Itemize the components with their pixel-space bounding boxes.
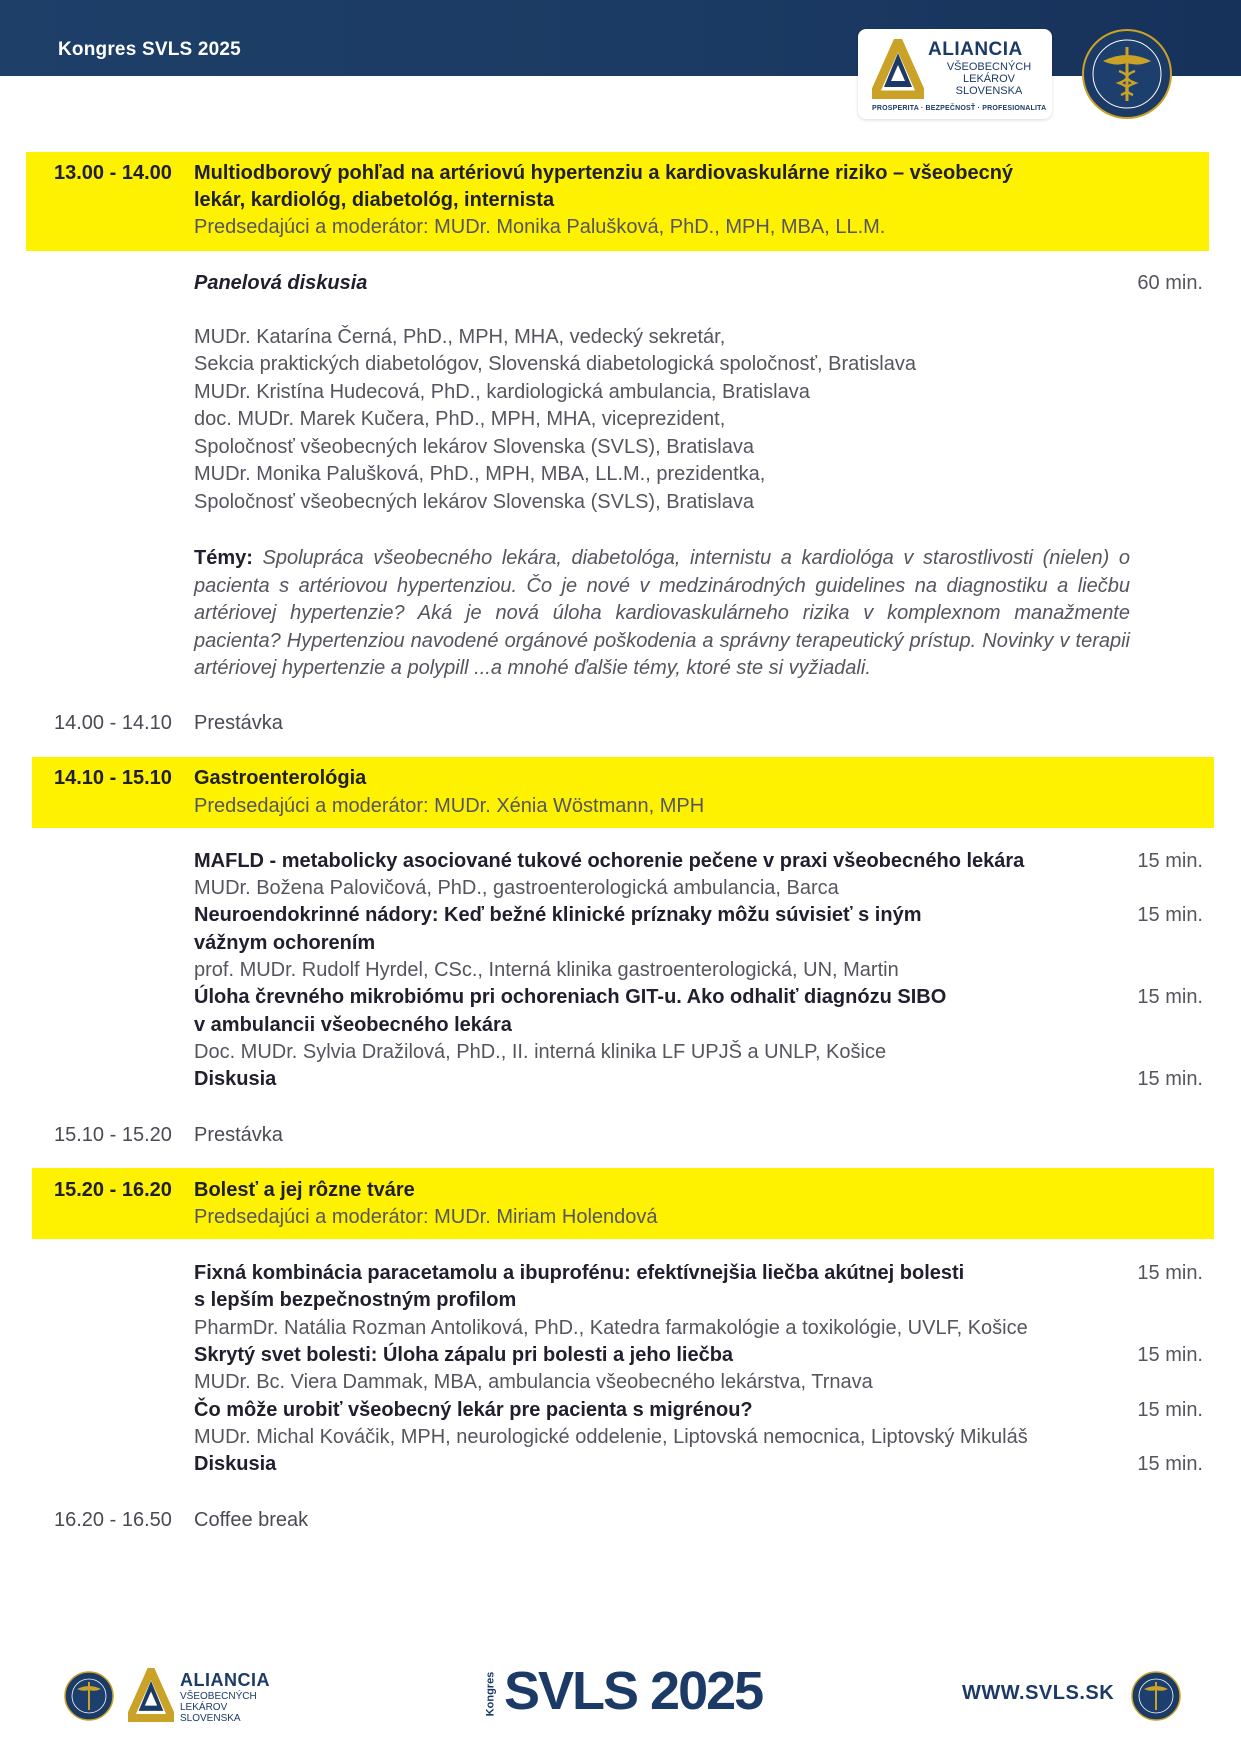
break-time: 15.10 - 15.20 [54,1124,172,1146]
talk-duration: 15 min. [1137,986,1203,1008]
talk-title: MAFLD - metabolicky asociované tukové ochorenie pečene v praxi všeobecného lekára [194,850,1025,872]
discussion-label: Diskusia [194,1068,277,1090]
session-chair: Predsedajúci a moderátor: MUDr. Xénia Wöstmann, MPH [194,795,705,817]
svls-seal-icon [1073,27,1181,121]
logo-sub2: LEKÁROV [963,73,1015,85]
logo-slogan: PROSPERITA · BEZPEČNOSŤ · PROFESIONALITA [872,105,1047,112]
website-link[interactable]: WWW.SVLS.SK [962,1682,1115,1704]
speaker-line: MUDr. Kristína Hudecová, PhD., kardiologická ambulancia, Bratislava [194,381,810,403]
talk-duration: 15 min. [1137,904,1203,926]
speaker-line: Spoločnosť všeobecných lekárov Slovenska (SVLS), Bratislava [194,436,754,458]
session-title: Bolesť a jej rôzne tváre [194,1179,415,1201]
logo-sub1: VŠEOBECNÝCH [946,61,1032,73]
talk-duration: 15 min. [1137,1399,1203,1421]
talk-duration: 15 min. [1137,850,1203,872]
speaker-line: MUDr. Katarína Černá, PhD., MPH, MHA, vedecký sekretár, [194,326,726,348]
panel-duration: 60 min. [1137,272,1203,294]
talk-speaker: MUDr. Božena Palovičová, PhD., gastroenterologická ambulancia, Barca [194,877,839,899]
session-chair: Predsedajúci a moderátor: MUDr. Miriam Holendová [194,1206,658,1228]
logo-sub3: SLOVENSKA [955,85,1023,97]
talk-title-line2: v ambulancii všeobecného lekára [194,1014,512,1036]
talk-duration: 15 min. [1137,1344,1203,1366]
coffee-label: Coffee break [194,1509,309,1531]
talk-title: Skrytý svet bolesti: Úloha zápalu pri bolesti a jeho liečba [194,1344,734,1366]
footer-triangle-logo-icon [128,1668,174,1722]
break-label: Prestávka [194,1124,283,1146]
talk-speaker: prof. MUDr. Rudolf Hyrdel, CSc., Interná klinika gastroenterologická, UN, Martin [194,959,899,981]
session-time: 13.00 - 14.00 [54,162,172,184]
coffee-time: 16.20 - 16.50 [54,1509,172,1531]
footer-seal-right-icon [1128,1670,1184,1722]
session-chair: Predsedajúci a moderátor: MUDr. Monika Palušková, PhD., MPH, MBA, LL.M. [194,216,886,238]
header-bar [0,0,1241,76]
congress-title: Kongres SVLS 2025 [58,39,241,60]
talk-title-line1: Úloha črevného mikrobiómu pri ochoreniach GIT-u. Ako odhaliť diagnózu SIBO [194,986,947,1008]
congress-word: Kongres [484,1671,497,1717]
topics-text: Spolupráca všeobecného lekára, diabetológa, internistu a kardiológa v starostlivosti (nielen) o pacienta s artériovou hypertenziou. Čo je nové v medzinárodných guidelines na diagnostiku a liečbu artériovej hypertenzie? Aká je nová úloha kardiovaskulárneho rizika v komplexnom manažmente pacienta? Hypertenziou navodené orgánové poškodenia a správny terapeutický prístup. Novinky v terapii artériovej hypertenzie a polypill ...a mnohé ďalšie témy, ktoré ste si vyžiadali. [194,547,1130,679]
logo-subtitle [944,61,1034,97]
speaker-line: Sekcia praktických diabetológov, Slovenská diabetologická spoločnosť, Bratislava [194,353,916,375]
discussion-label: Diskusia [194,1453,277,1475]
talk-title: Čo môže urobiť všeobecný lekár pre pacienta s migrénou? [194,1399,753,1421]
speaker-line: doc. MUDr. Marek Kučera, PhD., MPH, MHA, viceprezident, [194,408,726,430]
discussion-duration: 15 min. [1137,1453,1203,1475]
footer-logo-name: ALIANCIA [180,1670,270,1690]
session-time: 14.10 - 15.10 [54,767,172,789]
footer-seal-icon [60,1670,118,1722]
talk-speaker: Doc. MUDr. Sylvia Dražilová, PhD., II. interná klinika LF UPJŠ a UNLP, Košice [194,1041,887,1063]
discussion-duration: 15 min. [1137,1068,1203,1090]
footer-logo-sub3: SLOVENSKA [180,1713,241,1724]
talk-title-line1: Neuroendokrinné nádory: Keď bežné klinické príznaky môžu súvisieť s iným [194,904,922,926]
topics-paragraph [194,545,1130,683]
break-time: 14.00 - 14.10 [54,712,172,734]
congress-mark: SVLS 2025 [504,1661,763,1721]
aliancia-logo [858,29,1052,119]
break-label: Prestávka [194,712,283,734]
session-time: 15.20 - 16.20 [54,1179,172,1201]
footer-logo-sub1: VŠEOBECNÝCH [180,1691,257,1702]
talk-speaker: MUDr. Bc. Viera Dammak, MBA, ambulancia všeobecného lekárstva, Trnava [194,1371,873,1393]
session-title-line2: lekár, kardiológ, diabetológ, internista [194,189,555,211]
topics-label: Témy: [194,547,253,569]
triangle-logo-icon [872,39,924,99]
talk-speaker: MUDr. Michal Kováčik, MPH, neurologické oddelenie, Liptovská nemocnica, Liptovský Mikuláš [194,1426,1028,1448]
talk-title-line2: vážnym ochorením [194,932,376,954]
talk-speaker: PharmDr. Natália Rozman Antoliková, PhD., Katedra farmakológie a toxikológie, UVLF, Košice [194,1317,1028,1339]
footer-logo-sub2: LEKÁROV [180,1702,228,1713]
session-title: Gastroenterológia [194,767,367,789]
speaker-line: MUDr. Monika Palušková, PhD., MPH, MBA, LL.M., prezidentka, [194,463,766,485]
footer-logo-text [180,1670,270,1724]
logo-name: ALIANCIA [928,39,1023,60]
speaker-line: Spoločnosť všeobecných lekárov Slovenska (SVLS), Bratislava [194,491,754,513]
talk-title-line2: s lepším bezpečnostným profilom [194,1289,517,1311]
session-title-line1: Multiodborový pohľad na artériovú hypertenziu a kardiovaskulárne riziko – všeobecný [194,162,1014,184]
talk-duration: 15 min. [1137,1262,1203,1284]
talk-title-line1: Fixná kombinácia paracetamolu a ibuprofénu: efektívnejšia liečba akútnej bolesti [194,1262,965,1284]
panel-title: Panelová diskusia [194,272,368,294]
